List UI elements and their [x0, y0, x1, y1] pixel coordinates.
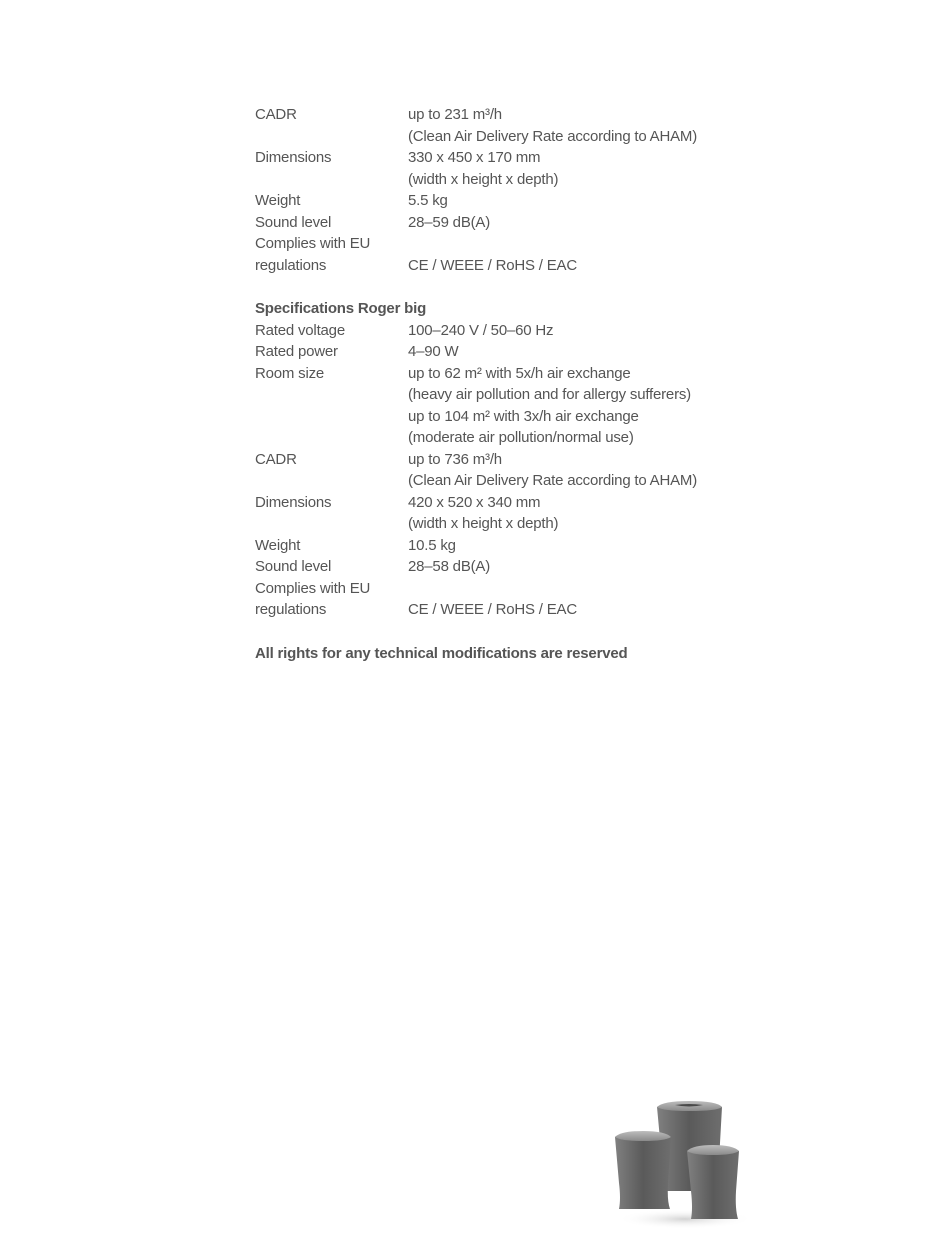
medium-purifier-unit: [615, 1131, 671, 1209]
spec-value: [408, 578, 775, 600]
spec-row: [255, 599, 775, 621]
spec-label: regulations: [255, 256, 327, 274]
spec-value: (Clean Air Delivery Rate according to AHAM): [408, 472, 698, 489]
spec-row: [255, 147, 775, 169]
spec-value: (width x height x depth): [408, 515, 559, 532]
spec-value: 100–240 V / 50–60 Hz: [408, 321, 554, 339]
spec-row: [255, 255, 775, 277]
spec-value: CE / WEEE / RoHS / EAC: [408, 601, 577, 618]
spec-row: [255, 320, 775, 342]
spec-row: [255, 212, 775, 234]
air-purifier-product-image: [605, 1095, 750, 1230]
spec-value: (heavy air pollution and for allergy sufferers): [408, 386, 691, 403]
spec-value: 330 x 450 x 170 mm: [408, 149, 541, 166]
spec-label: CADR: [255, 106, 297, 123]
rights-reserved-note: All rights for any technical modifications are reserved: [255, 645, 628, 662]
spec-label: [255, 126, 408, 148]
spec-label: [255, 169, 408, 191]
spec-label: Complies with EU: [255, 235, 371, 252]
spec-table-roger-big: [255, 298, 775, 621]
spec-value: (width x height x depth): [408, 170, 559, 188]
spec-row: [255, 535, 775, 557]
spec-value: up to 62 m² with 5x/h air exchange: [408, 364, 631, 382]
spec-label: CADR: [255, 450, 297, 468]
spec-row: [255, 190, 775, 212]
spec-label: regulations: [255, 601, 327, 618]
spec-row: [255, 384, 775, 406]
spec-label: [255, 406, 408, 428]
spec-row: [255, 513, 775, 535]
spec-row: [255, 126, 775, 148]
spec-label: [255, 513, 408, 535]
spec-value: [408, 233, 775, 255]
spec-value: 28–58 dB(A): [408, 558, 491, 575]
spec-label: [255, 384, 408, 406]
small-purifier-unit: [687, 1145, 739, 1219]
spec-row: [255, 233, 775, 255]
spec-row: [255, 556, 775, 578]
spec-row: [255, 578, 775, 600]
spec-label: [255, 470, 408, 492]
spec-row: [255, 406, 775, 428]
spec-value: up to 104 m² with 3x/h air exchange: [408, 407, 639, 425]
spec-label: Sound level: [255, 213, 332, 231]
spec-row: [255, 169, 775, 191]
spec-row: [255, 363, 775, 385]
spec-label: Weight: [255, 192, 301, 209]
spec-value: 420 x 520 x 340 mm: [408, 493, 541, 511]
spec-row: [255, 104, 775, 126]
spec-label: Sound level: [255, 558, 332, 575]
spec-value: (moderate air pollution/normal use): [408, 429, 634, 446]
spec-label: Complies with EU: [255, 579, 371, 597]
spec-value: 4–90 W: [408, 343, 459, 360]
spec-label: Dimensions: [255, 493, 332, 511]
spec-label: Rated power: [255, 343, 338, 360]
spec-value: up to 231 m³/h: [408, 106, 502, 123]
spec-label: Dimensions: [255, 149, 332, 166]
spec-label: Rated voltage: [255, 321, 345, 339]
spec-label: Weight: [255, 536, 301, 554]
spec-value: 10.5 kg: [408, 536, 456, 554]
spec-value: 5.5 kg: [408, 192, 448, 209]
spec-table-roger: [255, 104, 775, 276]
spec-row: [255, 427, 775, 449]
section-heading: Specifications Roger big: [255, 300, 427, 317]
spec-row: [255, 470, 775, 492]
spec-value: 28–59 dB(A): [408, 213, 491, 231]
spec-value: (Clean Air Delivery Rate according to AHAM): [408, 127, 698, 145]
spec-row: [255, 449, 775, 471]
spec-row: [255, 492, 775, 514]
spec-row: [255, 341, 775, 363]
spec-label: Room size: [255, 364, 325, 382]
spec-value: up to 736 m³/h: [408, 450, 502, 468]
spec-value: CE / WEEE / RoHS / EAC: [408, 256, 577, 274]
spec-label: [255, 427, 408, 449]
